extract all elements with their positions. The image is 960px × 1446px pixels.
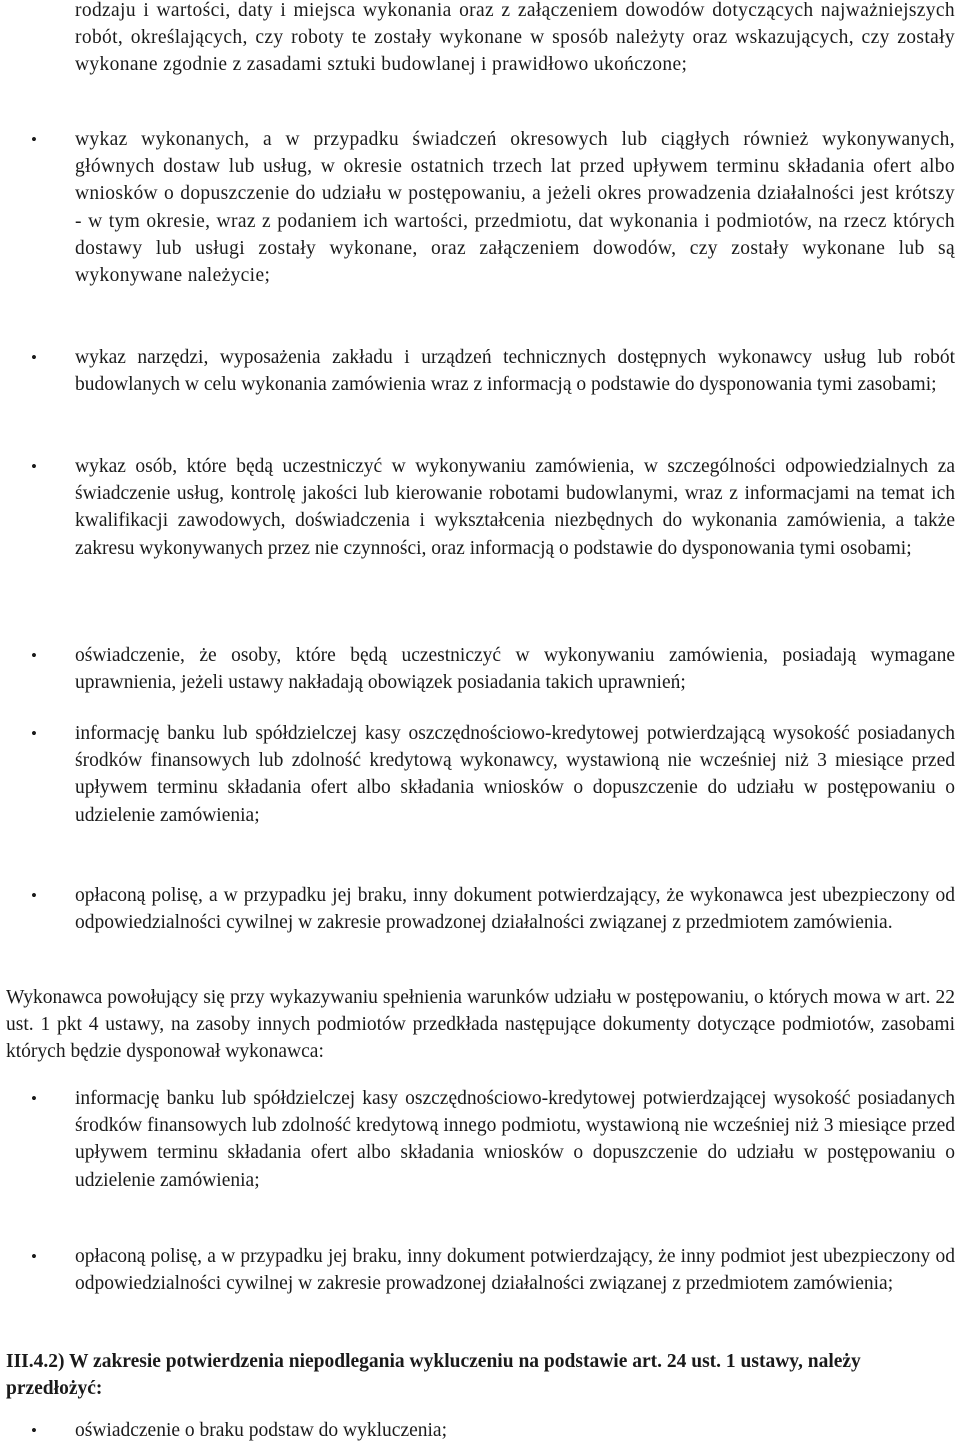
list-item-text: wykaz narzędzi, wyposażenia zakładu i urządzeń technicznych dostępnych wykonawcy usług lub robót budowlanych w celu wykonania zamówienia wraz z informacją o podstawie do dysponowania tymi zasobami; <box>75 347 955 396</box>
list-item-text: opłaconą polisę, a w przypadku jej braku, inny dokument potwierdzający, że inny podmiot jest ubezpieczony od odpowiedzialności cywilnej w zakresie prowadzonej działalności związanej z przedmiotem zamówienia; <box>75 1246 955 1295</box>
bullet-icon: • <box>31 1089 37 1108</box>
bullet-icon: • <box>31 886 37 905</box>
continuation-text: rodzaju i wartości, daty i miejsca wykonania oraz z załączeniem dowodów dotyczących najważniejszych robót, określających, czy roboty te zostały wykonane w sposób należyty oraz wskazujących, czy zostały wykonane zgodnie z zasadami sztuki budowlanej i prawidłowo ukończone; <box>75 0 955 76</box>
bullet-icon: • <box>31 130 37 149</box>
list-item-text: wykaz osób, które będą uczestniczyć w wykonywaniu zamówienia, w szczególności odpowiedzialnych za świadczenie usług, kontrolę jakości lub kierowanie robotami budowlanymi, wraz z informacjami na temat ich kwalifikacji zawodowych, doświadczenia i wykształcenia niezbędnych do wykonania zamówienia, a także zakresu wykonywanych przez nie czynności, oraz informacją o podstawie do dysponowania tymi osobami; <box>75 456 955 559</box>
list-item-text: informację banku lub spółdzielczej kasy oszczędnościowo-kredytowej potwierdzającą wysokość posiadanych środków finansowych lub zdolność kredytową wykonawcy, wystawioną nie wcześniej niż 3 miesiące przed upływem terminu składania ofert albo składania wniosków o dopuszczenie do udziału w postępowaniu o udzielenie zamówienia; <box>75 723 955 826</box>
bullet-icon: • <box>31 348 37 367</box>
list-item-text: oświadczenie o braku podstaw do wykluczenia; <box>75 1420 448 1441</box>
list-item-text: oświadczenie, że osoby, które będą uczestniczyć w wykonywaniu zamówienia, posiadają wymagane uprawnienia, jeżeli ustawy nakładają obowiązek posiadania takich uprawnień; <box>75 645 955 694</box>
bullet-icon: • <box>31 646 37 665</box>
bullet-icon: • <box>31 724 37 743</box>
section-heading: III.4.2) W zakresie potwierdzenia niepodlegania wykluczeniu na podstawie art. 24 ust. 1 ustawy, należy przedłożyć: <box>6 1351 861 1400</box>
bullet-icon: • <box>31 1421 37 1440</box>
body-paragraph: Wykonawca powołujący się przy wykazywaniu spełnienia warunków udziału w postępowaniu, o których mowa w art. 22 ust. 1 pkt 4 ustawy, na zasoby innych podmiotów przedkłada następujące dokumenty dotyczące podmiotów, zasobami których będzie dysponował wykonawca: <box>6 987 955 1063</box>
bullet-icon: • <box>31 1247 37 1266</box>
bullet-icon: • <box>31 457 37 476</box>
list-item-text: wykaz wykonanych, a w przypadku świadczeń okresowych lub ciągłych również wykonywanych, głównych dostaw lub usług, w okresie ostatnich trzech lat przed upływem terminu składania ofert albo wniosków o dopuszczenie do udziału w postępowaniu, a jeżeli okres prowadzenia działalności jest krótszy - w tym okresie, wraz z podaniem ich wartości, przedmiotu, dat wykonania i podmiotów, na rzecz których dostawy lub usługi zostały wykonane, oraz załączeniem dowodów, czy zostały wykonane lub są wykonywane należycie; <box>75 129 955 287</box>
list-item-text: opłaconą polisę, a w przypadku jej braku, inny dokument potwierdzający, że wykonawca jest ubezpieczony od odpowiedzialności cywilnej w zakresie prowadzonej działalności związanej z przedmiotem zamówienia. <box>75 885 955 934</box>
list-item-text: informację banku lub spółdzielczej kasy oszczędnościowo-kredytowej potwierdzającej wysokość posiadanych środków finansowych lub zdolność kredytową innego podmiotu, wystawioną nie wcześniej niż 3 miesiące przed upływem terminu składania ofert albo składania wniosków o dopuszczenie do udziału w postępowaniu o udzielenie zamówienia; <box>75 1088 955 1191</box>
